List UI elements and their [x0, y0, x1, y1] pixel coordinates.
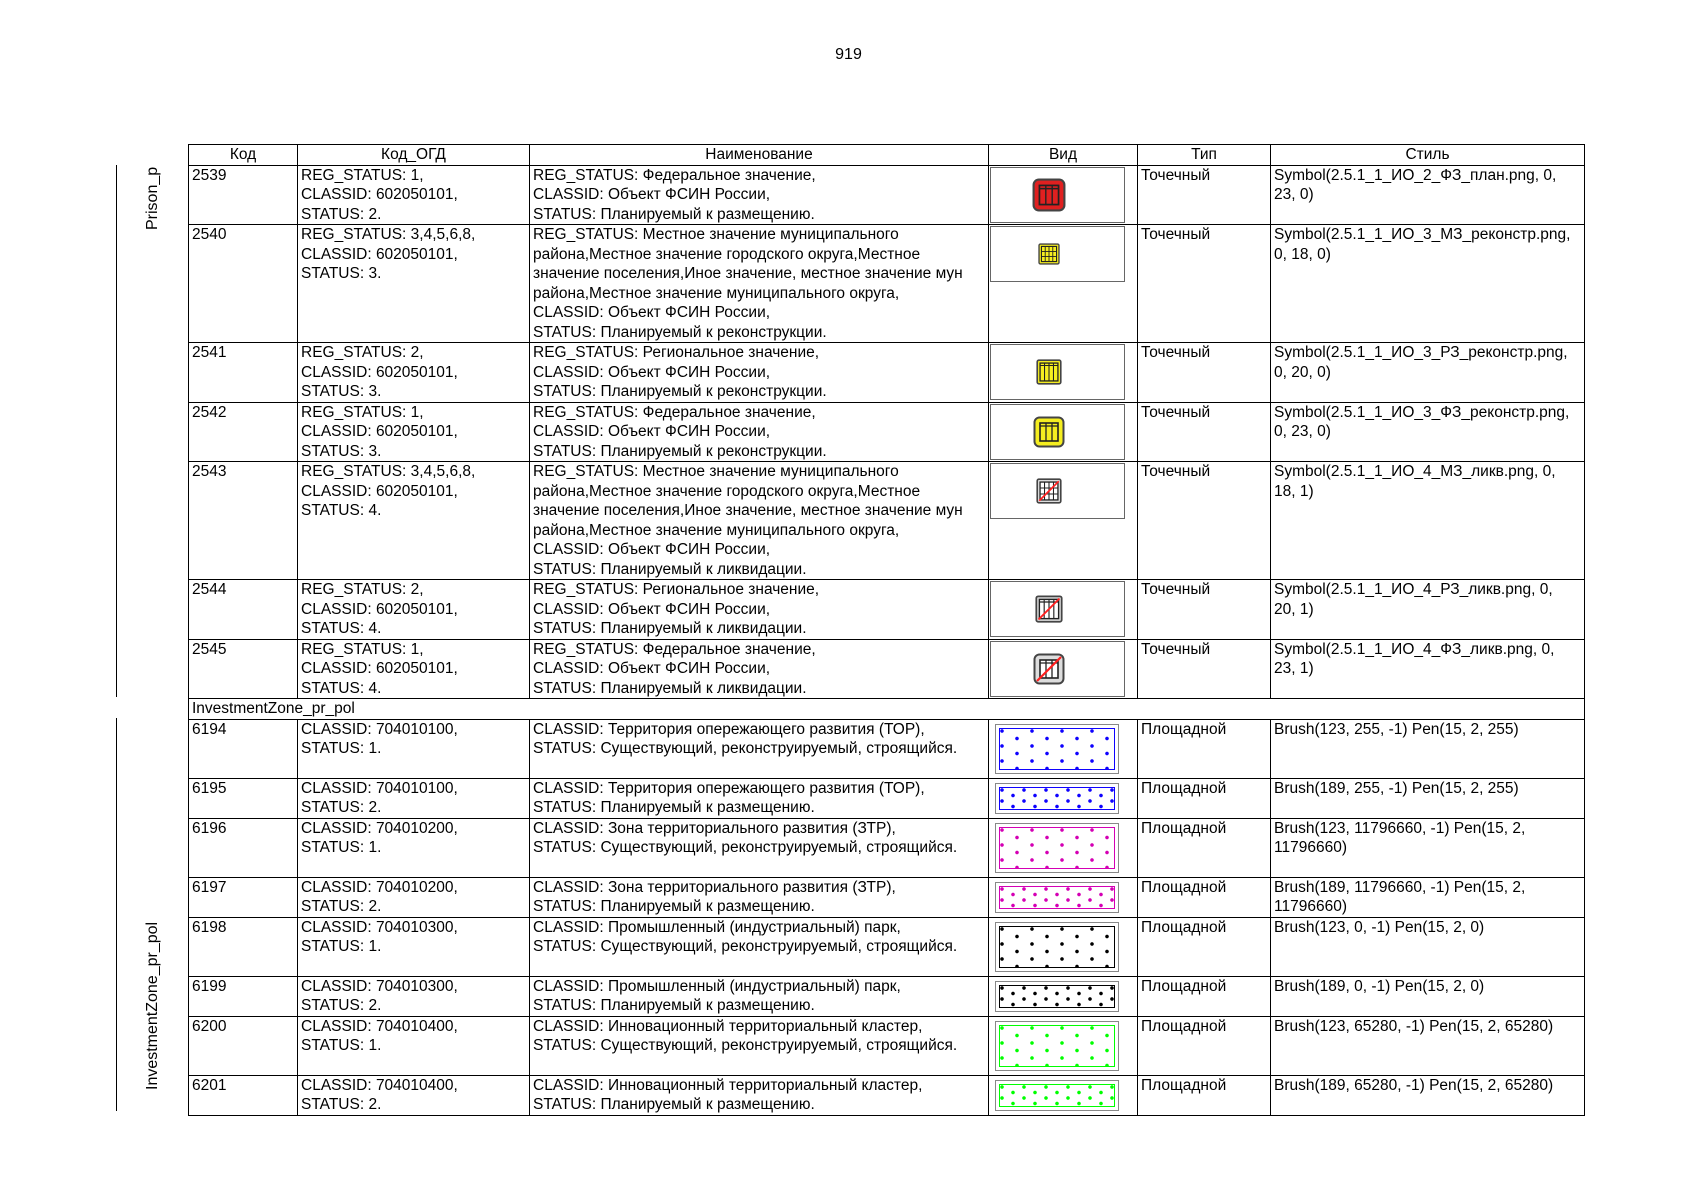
style-cell: Brush(123, 255, -1) Pen(15, 2, 255) — [1271, 719, 1585, 778]
type-cell: Площадной — [1138, 1075, 1271, 1115]
code-cell: 2542 — [189, 402, 298, 462]
brush-swatch — [995, 1080, 1119, 1111]
name-cell: REG_STATUS: Местное значение муниципального района,Местное значение городского округа,Местное значение поселения,Иное значение, местное значение мун района,Местное значение муниципального округа, CLASSID: Объект ФСИН России, STATUS: Планируемый к реконструкции. — [530, 225, 989, 343]
brush-swatch — [995, 882, 1119, 913]
name-cell: CLASSID: Промышленный (индустриальный) парк, STATUS: Существующий, реконструируемый, строящийся. — [530, 917, 989, 976]
view-cell — [989, 778, 1138, 818]
table-row — [189, 917, 1585, 976]
view-cell — [989, 917, 1138, 976]
prison-regional-reconstruction-icon — [1036, 359, 1062, 385]
view-cell — [989, 580, 1138, 640]
view-cell — [989, 639, 1138, 699]
header-ogd: Код_ОГД — [298, 145, 530, 166]
code-cell: 2544 — [189, 580, 298, 640]
type-cell: Точечный — [1138, 343, 1271, 403]
brush-swatch — [995, 823, 1119, 873]
brush-swatch — [995, 783, 1119, 814]
style-cell: Brush(123, 0, -1) Pen(15, 2, 0) — [1271, 917, 1585, 976]
type-cell: Площадной — [1138, 877, 1271, 917]
brush-swatch — [995, 1021, 1119, 1071]
type-cell: Точечный — [1138, 225, 1271, 343]
code-cell: 6198 — [189, 917, 298, 976]
hatch-pattern — [999, 728, 1115, 770]
header-style: Стиль — [1271, 145, 1585, 166]
brush-swatch — [995, 724, 1119, 774]
style-cell: Symbol(2.5.1_1_ИО_2_ФЗ_план.png, 0, 23, 0) — [1271, 165, 1585, 225]
ogd-cell: REG_STATUS: 1, CLASSID: 602050101, STATUS: 3. — [298, 402, 530, 462]
ogd-cell: CLASSID: 704010400, STATUS: 1. — [298, 1016, 530, 1075]
table-row — [189, 225, 1585, 343]
header-row — [189, 145, 1585, 166]
code-cell: 6201 — [189, 1075, 298, 1115]
name-cell: CLASSID: Территория опережающего развития (ТОР), STATUS: Существующий, реконструируемый, строящийся. — [530, 719, 989, 778]
view-cell — [989, 1075, 1138, 1115]
type-cell: Точечный — [1138, 462, 1271, 580]
prison-federal-reconstruction-icon — [1033, 416, 1065, 448]
table-row — [189, 1075, 1585, 1115]
type-cell: Площадной — [1138, 1016, 1271, 1075]
table-row — [189, 778, 1585, 818]
table-row — [189, 639, 1585, 699]
type-cell: Точечный — [1138, 402, 1271, 462]
table-row — [189, 818, 1585, 877]
ogd-cell: CLASSID: 704010100, STATUS: 1. — [298, 719, 530, 778]
code-cell: 2540 — [189, 225, 298, 343]
table-row — [189, 165, 1585, 225]
code-cell: 6196 — [189, 818, 298, 877]
type-cell: Площадной — [1138, 976, 1271, 1016]
hatch-pattern — [999, 1025, 1115, 1067]
name-cell: REG_STATUS: Региональное значение, CLASSID: Объект ФСИН России, STATUS: Планируемый к реконструкции. — [530, 343, 989, 403]
brush-swatch — [995, 981, 1119, 1012]
prison-federal-planned-icon — [1032, 178, 1066, 212]
hatch-pattern — [999, 1084, 1115, 1107]
ogd-cell: REG_STATUS: 2, CLASSID: 602050101, STATUS: 3. — [298, 343, 530, 403]
table-row — [189, 877, 1585, 917]
style-cell: Brush(123, 65280, -1) Pen(15, 2, 65280) — [1271, 1016, 1585, 1075]
code-cell: 6199 — [189, 976, 298, 1016]
name-cell: REG_STATUS: Федеральное значение, CLASSID: Объект ФСИН России, STATUS: Планируемый к размещению. — [530, 165, 989, 225]
table-row — [189, 402, 1585, 462]
ogd-cell: CLASSID: 704010200, STATUS: 1. — [298, 818, 530, 877]
hatch-pattern — [999, 787, 1115, 810]
ogd-cell: REG_STATUS: 1, CLASSID: 602050101, STATUS: 4. — [298, 639, 530, 699]
style-cell: Symbol(2.5.1_1_ИО_4_МЗ_ликв.png, 0, 18, 1) — [1271, 462, 1585, 580]
ogd-cell: REG_STATUS: 2, CLASSID: 602050101, STATUS: 4. — [298, 580, 530, 640]
view-cell — [989, 877, 1138, 917]
style-cell: Symbol(2.5.1_1_ИО_4_РЗ_ликв.png, 0, 20, 1) — [1271, 580, 1585, 640]
view-cell — [989, 165, 1138, 225]
table-row — [189, 719, 1585, 778]
view-cell — [989, 225, 1138, 343]
ogd-cell: CLASSID: 704010300, STATUS: 1. — [298, 917, 530, 976]
style-cell: Brush(123, 11796660, -1) Pen(15, 2, 11796660) — [1271, 818, 1585, 877]
style-cell: Brush(189, 0, -1) Pen(15, 2, 0) — [1271, 976, 1585, 1016]
table-row — [189, 343, 1585, 403]
code-cell: 2545 — [189, 639, 298, 699]
name-cell: CLASSID: Инновационный территориальный кластер, STATUS: Планируемый к размещению. — [530, 1075, 989, 1115]
name-cell: CLASSID: Территория опережающего развития (ТОР), STATUS: Планируемый к размещению. — [530, 778, 989, 818]
section-title: InvestmentZone_pr_pol — [189, 699, 1585, 720]
code-cell: 2541 — [189, 343, 298, 403]
style-cell: Symbol(2.5.1_1_ИО_3_ФЗ_реконстр.png, 0, 23, 0) — [1271, 402, 1585, 462]
section-title-row — [189, 699, 1585, 720]
name-cell: CLASSID: Зона территориального развития (ЗТР), STATUS: Существующий, реконструируемый, строящийся. — [530, 818, 989, 877]
view-cell — [989, 402, 1138, 462]
name-cell: REG_STATUS: Региональное значение, CLASSID: Объект ФСИН России, STATUS: Планируемый к ликвидации. — [530, 580, 989, 640]
name-cell: CLASSID: Промышленный (индустриальный) парк, STATUS: Планируемый к размещению. — [530, 976, 989, 1016]
type-cell: Площадной — [1138, 917, 1271, 976]
prison-federal-liquidation-icon — [1033, 653, 1065, 685]
code-cell: 2539 — [189, 165, 298, 225]
code-cell: 6200 — [189, 1016, 298, 1075]
code-cell: 6195 — [189, 778, 298, 818]
type-cell: Площадной — [1138, 719, 1271, 778]
hatch-pattern — [999, 827, 1115, 869]
style-cell: Brush(189, 65280, -1) Pen(15, 2, 65280) — [1271, 1075, 1585, 1115]
type-cell: Площадной — [1138, 818, 1271, 877]
ogd-cell: CLASSID: 704010400, STATUS: 2. — [298, 1075, 530, 1115]
section-label-investment: InvestmentZone_pr_pol — [144, 921, 161, 1090]
investment-side-rule — [116, 718, 117, 1111]
prison-local-reconstruction-icon — [1038, 243, 1060, 265]
table-row — [189, 580, 1585, 640]
ogd-cell: CLASSID: 704010300, STATUS: 2. — [298, 976, 530, 1016]
brush-swatch — [995, 922, 1119, 972]
view-cell — [989, 976, 1138, 1016]
prison-local-liquidation-icon — [1036, 478, 1062, 504]
prison-regional-liquidation-icon — [1035, 595, 1063, 623]
style-cell: Brush(189, 11796660, -1) Pen(15, 2, 11796660) — [1271, 877, 1585, 917]
style-cell: Symbol(2.5.1_1_ИО_4_ФЗ_ликв.png, 0, 23, 1) — [1271, 639, 1585, 699]
ogd-cell: REG_STATUS: 1, CLASSID: 602050101, STATUS: 2. — [298, 165, 530, 225]
type-cell: Точечный — [1138, 580, 1271, 640]
name-cell: CLASSID: Зона территориального развития (ЗТР), STATUS: Планируемый к размещению. — [530, 877, 989, 917]
hatch-pattern — [999, 926, 1115, 968]
view-cell — [989, 462, 1138, 580]
name-cell: CLASSID: Инновационный территориальный кластер, STATUS: Существующий, реконструируемый, строящийся. — [530, 1016, 989, 1075]
name-cell: REG_STATUS: Федеральное значение, CLASSID: Объект ФСИН России, STATUS: Планируемый к ликвидации. — [530, 639, 989, 699]
page-number: 919 — [835, 46, 862, 63]
code-cell: 2543 — [189, 462, 298, 580]
header-code: Код — [189, 145, 298, 166]
table-row — [189, 462, 1585, 580]
view-cell — [989, 343, 1138, 403]
table-row — [189, 976, 1585, 1016]
name-cell: REG_STATUS: Федеральное значение, CLASSID: Объект ФСИН России, STATUS: Планируемый к реконструкции. — [530, 402, 989, 462]
symbol-table — [188, 144, 1585, 1116]
style-cell: Symbol(2.5.1_1_ИО_3_РЗ_реконстр.png, 0, 20, 0) — [1271, 343, 1585, 403]
view-cell — [989, 818, 1138, 877]
section-label-prison: Prison_p — [144, 166, 161, 230]
hatch-pattern — [999, 985, 1115, 1008]
header-name: Наименование — [530, 145, 989, 166]
hatch-pattern — [999, 886, 1115, 909]
style-cell: Brush(189, 255, -1) Pen(15, 2, 255) — [1271, 778, 1585, 818]
type-cell: Точечный — [1138, 165, 1271, 225]
prison-side-rule — [116, 165, 117, 697]
ogd-cell: CLASSID: 704010200, STATUS: 2. — [298, 877, 530, 917]
code-cell: 6197 — [189, 877, 298, 917]
type-cell: Площадной — [1138, 778, 1271, 818]
header-type: Тип — [1138, 145, 1271, 166]
code-cell: 6194 — [189, 719, 298, 778]
view-cell — [989, 1016, 1138, 1075]
ogd-cell: REG_STATUS: 3,4,5,6,8, CLASSID: 602050101, STATUS: 4. — [298, 462, 530, 580]
ogd-cell: CLASSID: 704010100, STATUS: 2. — [298, 778, 530, 818]
type-cell: Точечный — [1138, 639, 1271, 699]
ogd-cell: REG_STATUS: 3,4,5,6,8, CLASSID: 602050101, STATUS: 3. — [298, 225, 530, 343]
name-cell: REG_STATUS: Местное значение муниципального района,Местное значение городского округа,Местное значение поселения,Иное значение, местное значение мун района,Местное значение муниципального округа, CLASSID: Объект ФСИН России, STATUS: Планируемый к ликвидации. — [530, 462, 989, 580]
view-cell — [989, 719, 1138, 778]
style-cell: Symbol(2.5.1_1_ИО_3_МЗ_реконстр.png, 0, 18, 0) — [1271, 225, 1585, 343]
table-row — [189, 1016, 1585, 1075]
header-view: Вид — [989, 145, 1138, 166]
